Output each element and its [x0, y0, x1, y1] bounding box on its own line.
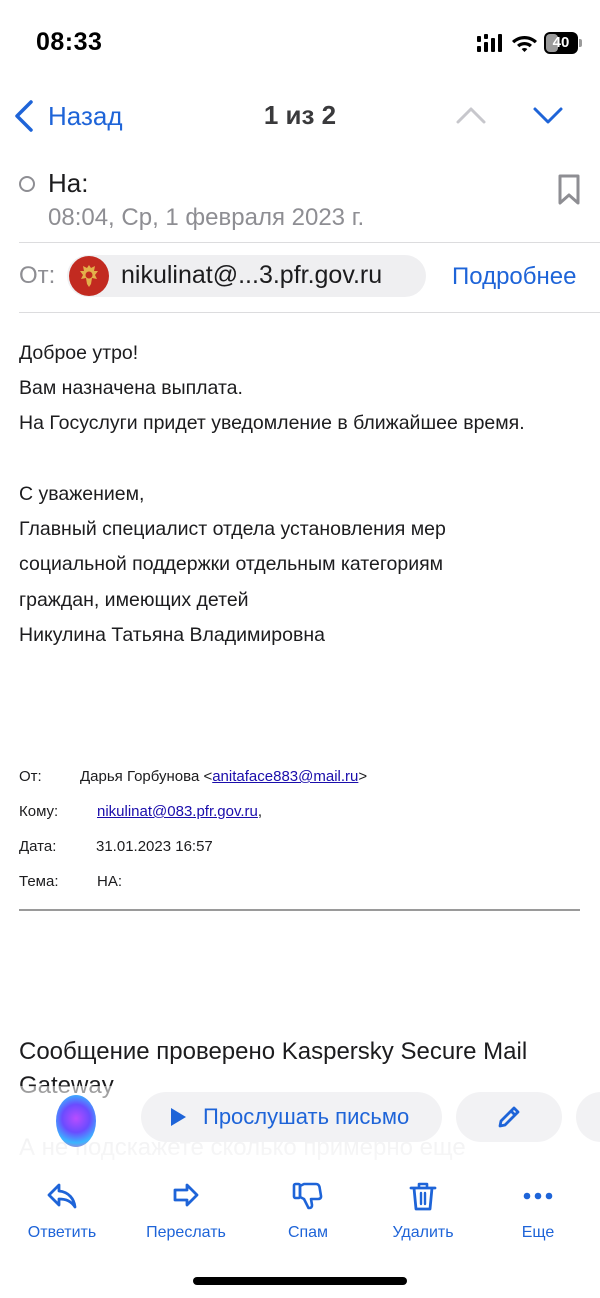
forward-label: Переслать: [146, 1224, 226, 1241]
trash-icon: [406, 1180, 440, 1212]
bookmark-icon[interactable]: [557, 174, 581, 206]
body-line: С уважением,: [19, 483, 145, 505]
status-time: 08:33: [36, 28, 103, 56]
battery-icon: [544, 32, 582, 54]
body-line: На Госуслуги придет уведомление в ближайшее время.: [19, 412, 525, 434]
quoted-from-email-link[interactable]: anitaface883@mail.ru: [212, 768, 359, 785]
body-line: социальной поддержки отдельным категориям: [19, 553, 444, 575]
quoted-from: [80, 768, 367, 785]
body-line: граждан, имеющих детей: [19, 589, 249, 611]
listen-label: Прослушать письмо: [203, 1104, 410, 1129]
bottom-toolbar: [0, 1170, 600, 1260]
nav-bar: [0, 86, 600, 146]
chevron-up-icon[interactable]: [455, 104, 487, 126]
compose-button[interactable]: [456, 1092, 562, 1142]
unread-dot-icon: [19, 176, 35, 192]
forward-button[interactable]: [131, 1180, 241, 1250]
more-dots-icon: [521, 1180, 555, 1212]
kaspersky-notice: Сообщение проверено Kaspersky Secure Mail: [19, 1038, 528, 1065]
chevron-down-icon[interactable]: [532, 104, 564, 126]
body-line: Главный специалист отдела установления мер: [19, 518, 446, 540]
quoted-from-label: От:: [19, 768, 42, 785]
more-label: Еще: [521, 1224, 555, 1241]
play-icon: [169, 1107, 187, 1127]
thumbs-down-icon: [291, 1180, 325, 1212]
avatar: [69, 256, 109, 296]
details-link[interactable]: Подробнее: [452, 263, 577, 290]
back-button[interactable]: [12, 96, 123, 136]
quoted-to-label: Кому:: [19, 803, 59, 820]
message-date: 08:04, Ср, 1 февраля 2023 г.: [48, 204, 365, 231]
divider: [19, 242, 600, 243]
quoted-subject: НА:: [97, 873, 123, 890]
listen-button[interactable]: [141, 1092, 442, 1142]
back-label: Назад: [48, 100, 123, 131]
forward-icon: [169, 1180, 203, 1212]
message-counter: 1 из 2: [263, 100, 337, 130]
quoted-from-close: >: [358, 768, 368, 785]
quoted-date-label: Дата:: [19, 838, 57, 855]
chevron-left-icon: [12, 98, 36, 134]
delete-button[interactable]: [368, 1180, 478, 1250]
status-bar: [0, 0, 600, 86]
spam-button[interactable]: [253, 1180, 363, 1250]
delete-label: Удалить: [392, 1224, 454, 1241]
emblem-icon: [69, 256, 109, 296]
assistant-orb-icon[interactable]: [56, 1095, 96, 1147]
quoted-to-email-link[interactable]: nikulinat@083.pfr.gov.ru: [97, 803, 258, 820]
body-line: Вам назначена выплата.: [19, 377, 243, 399]
sender-email: nikulinat@...3.pfr.gov.ru: [121, 261, 383, 289]
quoted-from-name: Дарья Горбунова <: [80, 768, 213, 785]
quote-divider: [19, 909, 580, 911]
quoted-date: 31.01.2023 16:57: [96, 838, 213, 855]
battery-level: 40: [552, 34, 570, 51]
signal-icon: [477, 34, 503, 52]
home-indicator[interactable]: [193, 1277, 407, 1285]
pencil-icon: [496, 1104, 522, 1130]
quoted-to-suffix: ,: [257, 803, 263, 820]
spam-label: Спам: [287, 1224, 329, 1241]
to-label: На:: [48, 168, 89, 198]
body-line: Никулина Татьяна Владимировна: [19, 624, 325, 646]
reply-label: Ответить: [27, 1224, 97, 1241]
wifi-icon: [511, 32, 538, 52]
quoted-to: [97, 803, 262, 820]
quoted-subject-label: Тема:: [19, 873, 59, 890]
more-button[interactable]: [483, 1180, 593, 1250]
reply-button[interactable]: [7, 1180, 117, 1250]
divider: [19, 312, 600, 313]
sender-chip[interactable]: [67, 255, 426, 297]
reply-icon: [45, 1180, 79, 1212]
body-line: Доброе утро!: [19, 342, 139, 364]
from-label: От:: [19, 262, 56, 289]
